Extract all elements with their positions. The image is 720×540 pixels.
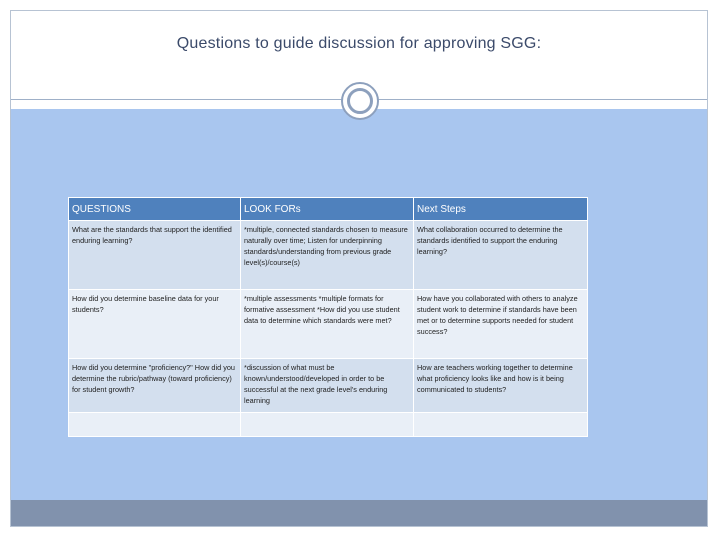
sgg-questions-table xyxy=(68,197,588,437)
header-next-steps: Next Steps xyxy=(414,198,588,221)
cell-next-steps: How are teachers working together to determine what proficiency looks like and how is it being communicated to students? xyxy=(414,359,588,413)
footer-bar xyxy=(11,500,707,526)
cell-questions: How did you determine "proficiency?" How did you determine the rubric/pathway (toward proficiency) for student growth? xyxy=(69,359,241,413)
table-row xyxy=(69,413,588,437)
cell-look-fors: *discussion of what must be known/understood/developed in order to be successful at the next grade level's enduring learning xyxy=(241,359,414,413)
header-look-fors: LOOK FORs xyxy=(241,198,414,221)
slide-title: Questions to guide discussion for approving SGG: xyxy=(176,35,542,52)
cell-next-steps: How have you collaborated with others to analyze student work to determine if standards have been met or to determine supports needed for student success? xyxy=(414,290,588,359)
header-questions: QUESTIONS xyxy=(69,198,241,221)
cell-look-fors: *multiple, connected standards chosen to measure naturally over time; Listen for underpinning standards/understanding from previous grade level(s)/course(s) xyxy=(241,221,414,290)
table-row xyxy=(69,221,588,290)
cell-look-fors xyxy=(241,413,414,437)
table-header-row xyxy=(69,198,588,221)
circle-ornament-inner xyxy=(347,88,373,114)
slide-content xyxy=(11,109,707,502)
table-row xyxy=(69,359,588,413)
cell-next-steps xyxy=(414,413,588,437)
cell-questions xyxy=(69,413,241,437)
cell-questions: How did you determine baseline data for your students? xyxy=(69,290,241,359)
cell-questions: What are the standards that support the identified enduring learning? xyxy=(69,221,241,290)
cell-look-fors: *multiple assessments *multiple formats for formative assessment *How did you use student data to determine which standards were met? xyxy=(241,290,414,359)
cell-next-steps: What collaboration occurred to determine the standards identified to support the enduring learning? xyxy=(414,221,588,290)
table-row xyxy=(69,290,588,359)
circle-ornament-icon xyxy=(341,82,379,120)
slide-frame xyxy=(10,10,708,527)
